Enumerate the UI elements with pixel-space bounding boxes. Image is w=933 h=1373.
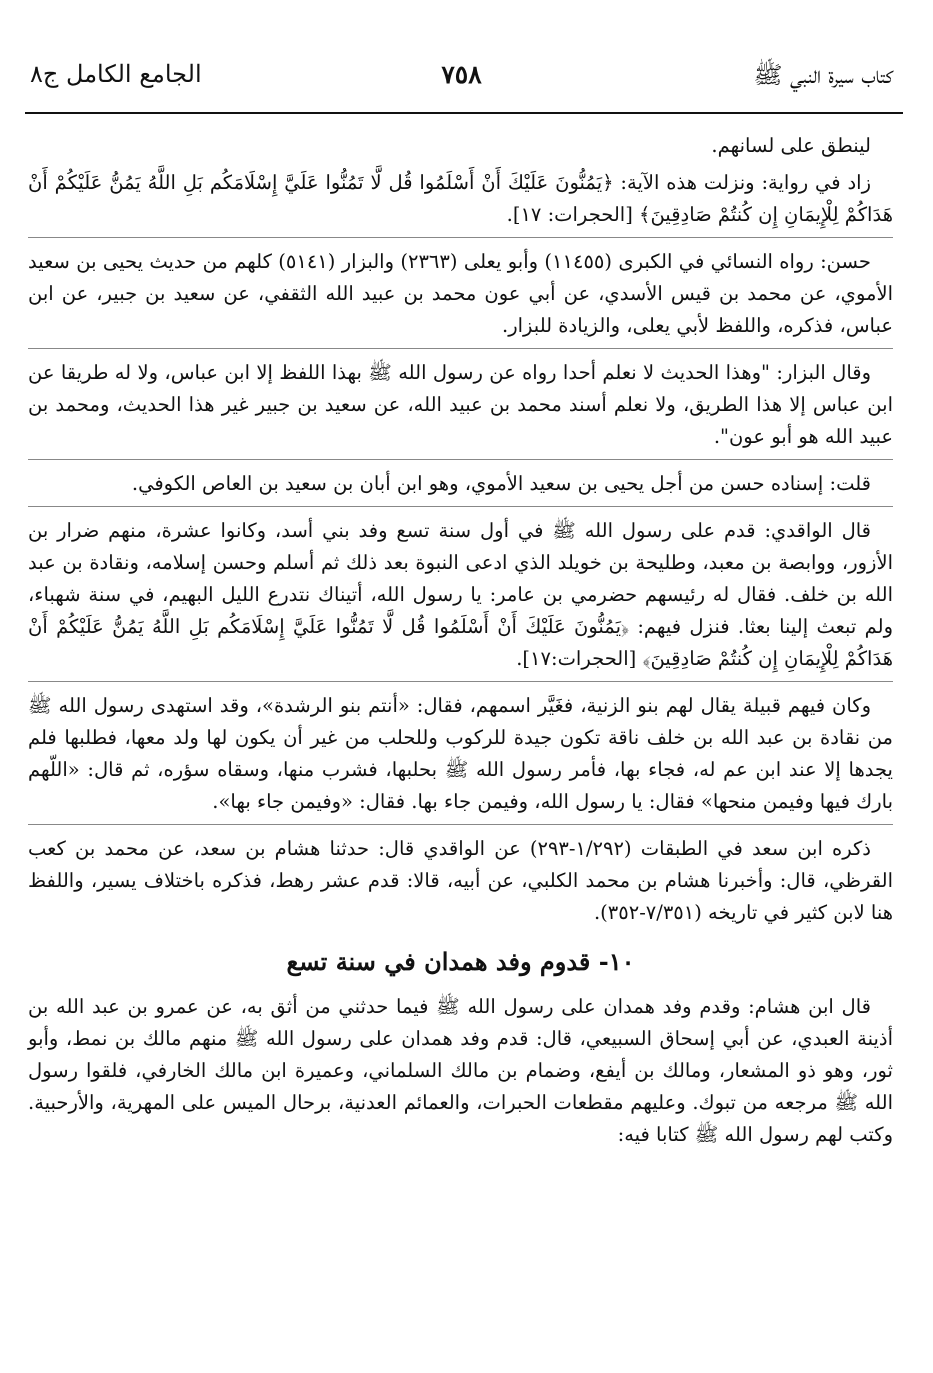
divider [28,506,893,507]
divider [28,348,893,349]
divider [28,824,893,825]
paragraph-8: ذكره ابن سعد في الطبقات (١/٢٩٢-٢٩٣) عن الواقدي قال: حدثنا هشام بن سعد، عن محمد بن كعب القرظي، قال: وأخبرنا هشام بن محمد الكلبي، عن أبيه، قالا: قدم عشر رهط، فذكره باختلاف يسير، واللفظ هنا لابن كثير في تاريخه (٧/٣٥١-٣٥٢). [28,837,893,924]
page-header [30,60,893,100]
header-rule [25,112,903,114]
paragraph-3: حسن: رواه النسائي في الكبرى (١١٤٥٥) وأبو يعلى (٢٣٦٣) والبزار (٥١٤١) كلهم من حديث يحيى بن سعيد الأموي، عن محمد بن قيس الأسدي، عن أبي عون محمد بن عبيد الله الثقفي، عن سعيد بن جبير، عن ابن عباس، فذكره، واللفظ لأبي يعلى، والزيادة للبزار. [28,250,893,337]
divider [28,681,893,682]
paragraph-2: زاد في رواية: ونزلت هذه الآية: ﴿يَمُنُّونَ عَلَيْكَ أَنْ أَسْلَمُوا قُل لَّا تَمُنُّوا عَلَيَّ إِسْلَامَكُم بَلِ اللَّهُ يَمُنُّ عَلَيْكُمْ أَنْ هَدَاكُمْ لِلْإِيمَانِ إِن كُنتُمْ صَادِقِينَ﴾ [الحجرات: ١٧]. [28,171,893,226]
paragraph-4: وقال البزار: "وهذا الحديث لا نعلم أحدا رواه عن رسول الله ﷺ بهذا اللفظ إلا ابن عباس، ولا له طريقا عن ابن عباس إلا هذا الطريق، ولا نعلم أسند محمد بن عبيد الله، عن سعيد بن جبير غير هذا الحديث، ومحمد بن عبيد الله هو أبو عون". [28,361,893,448]
book-title: كتاب سيرة النبي ﷺ [753,61,893,89]
divider [28,459,893,460]
divider [28,237,893,238]
section-title: ١٠- قدوم وفد همدان في سنة تسع [286,947,635,976]
page-body [28,130,893,1156]
paragraph-7: وكان فيهم قبيلة يقال لهم بنو الزنية، فغَيَّر اسمهم، فقال: «أنتم بنو الرشدة»، وقد استهدى رسول الله ﷺ من نقادة بن عبد الله بن خلف ناقة تكون جيدة للركوب وللحلب من غير أن يكون لها ولد معها، فطلبها فلم يجدها إلا عند ابن عم له، فجاء بها، فأمر رسول الله ﷺ بحلبها، فشرب منها، وسقاه سؤره، ثم قال: «اللّهم بارك فيها وفيمن منحها» فقال: يا رسول الله، وفيمن جاء بها. فقال: «وفيمن جاء بها». [28,694,893,813]
paragraph-6: قال الواقدي: قدم على رسول الله ﷺ في أول سنة تسع وفد بني أسد، وكانوا عشرة، منهم ضرار بن الأزور، ووابصة بن معبد، وطليحة بن خويلد الذي ادعى النبوة بعد ذلك ثم أسلم وحسن إسلامه، ونقادة بن عبد الله بن خلف. فقال له رئيسهم حضرمي بن عامر: يا رسول الله، أتيناك نتدرع الليل البهيم، في سنة شهباء، ولم تبعث إلينا بعثا. فنزل فيهم: ﴿يَمُنُّونَ عَلَيْكَ أَنْ أَسْلَمُوا قُل لَّا تَمُنُّوا عَلَيَّ إِسْلَامَكُم بَلِ اللَّهُ يَمُنُّ عَلَيْكُمْ أَنْ هَدَاكُمْ لِلْإِيمَانِ إِن كُنتُمْ صَادِقِينَ﴾ [الحجرات:١٧]. [28,519,893,670]
section-paragraph: قال ابن هشام: وقدم وفد همدان على رسول الله ﷺ فيما حدثني من أثق به، عن عمرو بن عبد الله بن أذينة العبدي، عن أبي إسحاق السبيعي، قال: قدم وفد همدان على رسول الله ﷺ منهم مالك بن نمط، وأبو ثور، وهو ذو المشعار، ومالك بن أيفع، وضمام بن مالك السلماني، وعميرة ابن مالك الخارفي، فلقوا رسول الله ﷺ مرجعه من تبوك. وعليهم مقطعات الحبرات، والعمائم العدنية، برحال الميس على المهرية، والأرحبية. وكتب لهم رسول الله ﷺ كتابا فيه: [28,995,893,1146]
paragraph-1: لينطق على لسانهم. [711,134,871,157]
paragraph-5: قلت: إسناده حسن من أجل يحيى بن سعيد الأموي، وهو ابن أبان بن سعيد بن العاص الكوفي. [131,472,871,495]
volume-title: الجامع الكامل ج٨ [30,60,202,88]
page-number: ٧٥٨ [441,60,482,89]
